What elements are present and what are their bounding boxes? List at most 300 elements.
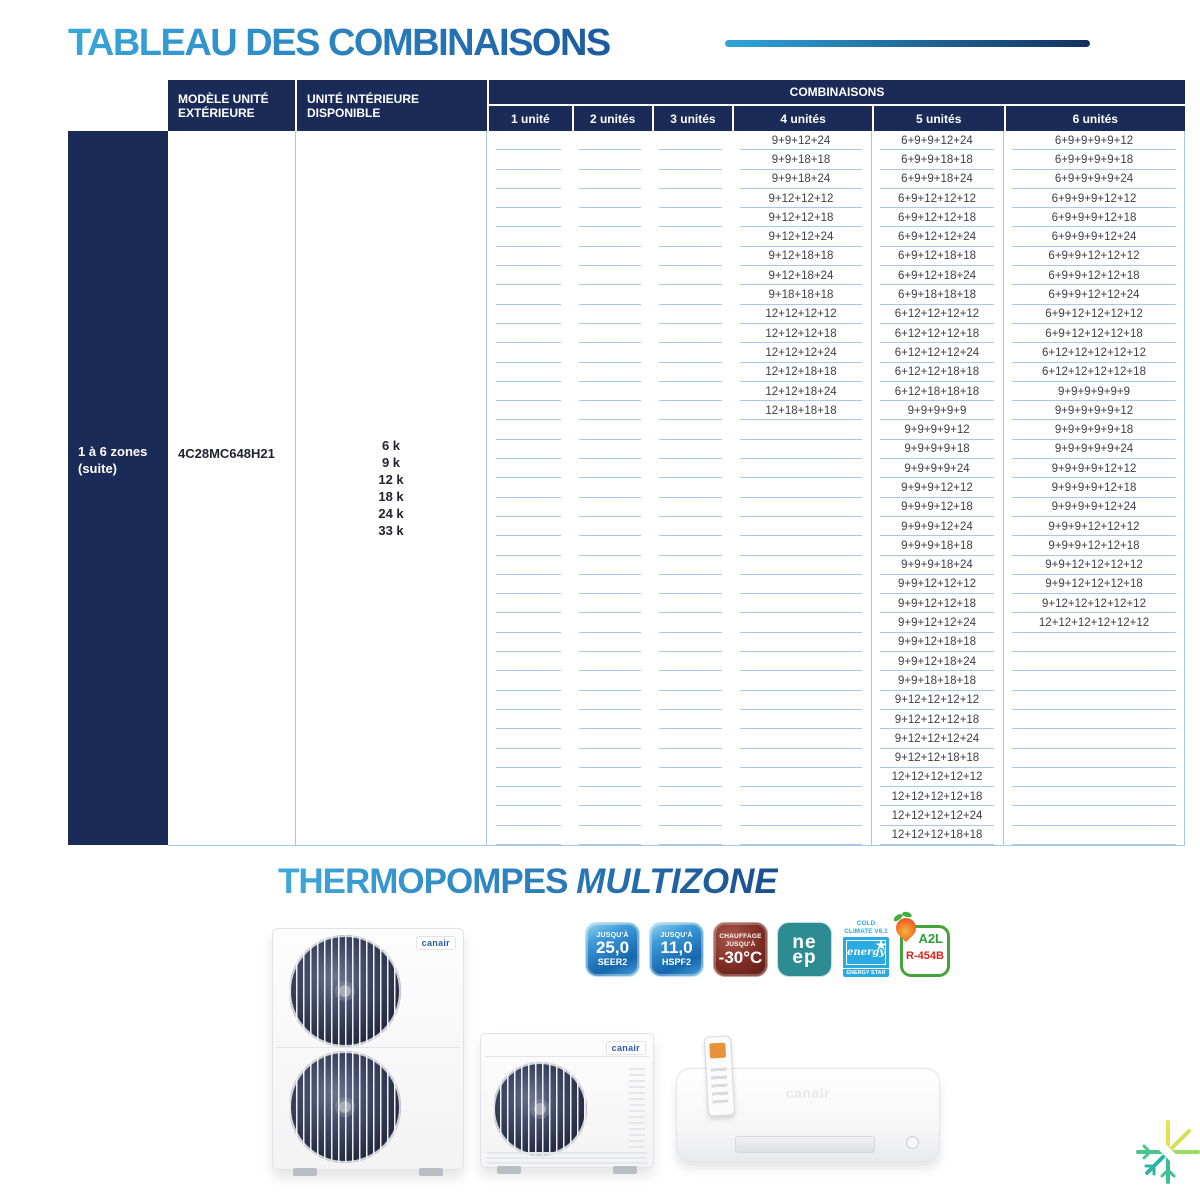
combo-cell: 6+9+12+12+12+18: [1003, 324, 1185, 343]
table-row: [487, 150, 1185, 169]
combo-cell: [570, 671, 650, 690]
combo-cell: [650, 363, 731, 382]
indoor-unit-size: 18 k: [378, 489, 404, 504]
heating-badge-value: -30°C: [718, 947, 763, 967]
model-number: 4C28MC648H21: [178, 446, 275, 461]
combo-cell: 9+12+12+12: [731, 189, 871, 208]
combo-cell: [731, 633, 871, 652]
combo-cell: 12+12+18+24: [731, 382, 871, 401]
table-row: [487, 710, 1185, 729]
combo-cell: [487, 131, 570, 150]
combo-cell: 6+9+18+18+18: [871, 285, 1003, 304]
header-4-units: 4 unités: [732, 106, 872, 131]
heating-badge-mid: JUSQU'À: [725, 940, 756, 948]
table-row: [487, 478, 1185, 497]
combo-cell: [650, 150, 731, 169]
table-row: [487, 401, 1185, 420]
combo-cell: 9+9+12+18+24: [871, 652, 1003, 671]
table-row: [487, 266, 1185, 285]
table-row: [487, 324, 1185, 343]
table-row: [487, 131, 1185, 150]
fan-grille: [289, 935, 401, 1047]
combo-cell: [650, 382, 731, 401]
combo-cell: [487, 478, 570, 497]
remote-buttons: [710, 1063, 728, 1104]
indoor-unit-size: 12 k: [378, 472, 404, 487]
combo-cell: [487, 652, 570, 671]
combo-cell: [731, 806, 871, 825]
combo-cell: [487, 498, 570, 517]
combo-cell: [1003, 729, 1185, 748]
combo-cell: [650, 787, 731, 806]
combo-cell: [570, 227, 650, 246]
combo-cell: 9+9+9+9+18: [871, 440, 1003, 459]
combo-cell: [650, 613, 731, 632]
unit-foot: [419, 1168, 443, 1176]
combo-cell: 9+9+9+9+9+24: [1003, 440, 1185, 459]
combo-cell: 6+9+12+12+12: [871, 189, 1003, 208]
cold-climate-line1: COLD: [856, 920, 876, 927]
indoor-unit-size: 24 k: [378, 506, 404, 521]
indoor-unit-size: 9 k: [381, 455, 401, 470]
combo-cell: [570, 150, 650, 169]
combo-cell: [650, 324, 731, 343]
hspf2-badge-value: 11,0: [660, 938, 693, 957]
combo-cell: [570, 806, 650, 825]
combo-cell: [570, 459, 650, 478]
combo-cell: 9+9+9+12+12: [871, 478, 1003, 497]
combo-cell: [570, 498, 650, 517]
combo-cell: [731, 478, 871, 497]
refrigerant-label: R-454B: [906, 950, 944, 962]
combo-cell: 9+9+9+18+24: [871, 556, 1003, 575]
combo-cell: [487, 768, 570, 787]
section-heading: [278, 862, 778, 902]
combo-cell: [487, 343, 570, 362]
table-row: [487, 691, 1185, 710]
combo-cell: 9+9+9+12+24: [871, 517, 1003, 536]
a2l-label: A2L: [918, 931, 943, 946]
seer2-badge-value: 25,0: [595, 938, 630, 957]
combo-cell: [487, 517, 570, 536]
combo-cell: 6+9+9+12+24: [871, 131, 1003, 150]
combo-cell: [570, 517, 650, 536]
table-bottom-border: [168, 845, 1185, 846]
seer2-badge: [585, 922, 640, 977]
combo-cell: [650, 575, 731, 594]
combo-cell: [570, 556, 650, 575]
table-row: [487, 536, 1185, 555]
combo-cell: 9+9+12+24: [731, 131, 871, 150]
combo-cell: [650, 343, 731, 362]
combo-cell: [1003, 826, 1185, 845]
table-row: [487, 285, 1185, 304]
combo-cell: 9+9+12+12+12: [871, 575, 1003, 594]
combo-cell: [570, 285, 650, 304]
combo-cell: [570, 729, 650, 748]
combo-cell: [487, 208, 570, 227]
combo-cell: 9+9+18+18: [731, 150, 871, 169]
combo-cell: [650, 305, 731, 324]
combo-cell: [731, 613, 871, 632]
combo-cell: 12+12+12+12+18: [871, 787, 1003, 806]
combo-cell: [731, 710, 871, 729]
bottom-vents: [487, 1152, 647, 1164]
model-column: [168, 131, 295, 845]
outdoor-unit-large-image: [272, 928, 464, 1170]
combo-cell: [570, 768, 650, 787]
combo-cell: [650, 691, 731, 710]
combo-cell: [487, 633, 570, 652]
unit-foot: [613, 1166, 637, 1174]
header-1-unit: 1 unité: [511, 111, 550, 126]
combo-cell: [570, 710, 650, 729]
combo-cell: [650, 266, 731, 285]
combo-cell: [487, 459, 570, 478]
combo-cell: [570, 189, 650, 208]
combo-cell: 9+9+9+9+9: [871, 401, 1003, 420]
unit-foot: [293, 1168, 317, 1176]
star-icon: [875, 939, 887, 951]
combo-cell: [570, 343, 650, 362]
combinations-rows: [487, 131, 1185, 845]
combo-cell: 9+9+9+12+12+12: [1003, 517, 1185, 536]
combo-cell: [487, 227, 570, 246]
table-row: [487, 343, 1185, 362]
combo-cell: 6+9+9+12+12+12: [1003, 247, 1185, 266]
hspf2-badge: [649, 922, 704, 977]
brand-watermark: canair: [785, 1085, 831, 1101]
combo-cell: [731, 826, 871, 845]
indoor-units-list: [378, 437, 403, 539]
header-3-units: 3 unités: [652, 106, 733, 131]
indoor-unit-size: 6 k: [381, 438, 401, 453]
combo-cell: [731, 749, 871, 768]
header-indoor-column: [295, 80, 487, 131]
combo-cell: [570, 691, 650, 710]
combo-cell: 12+12+12+12+12+12: [1003, 613, 1185, 632]
combo-cell: 12+18+18+18: [731, 401, 871, 420]
combo-cell: [570, 247, 650, 266]
table-row: [487, 556, 1185, 575]
combo-cell: [731, 729, 871, 748]
combo-cell: [487, 150, 570, 169]
low-temp-heating-badge: [713, 922, 768, 977]
combo-cell: [487, 729, 570, 748]
zone-sidebar: [68, 131, 168, 845]
section-heading-main: THERMOPOMPES: [278, 862, 568, 901]
title-rule: [725, 40, 1090, 47]
combo-cell: [1003, 749, 1185, 768]
combo-cell: [1003, 633, 1185, 652]
combinations-label: COMBINAISONS: [489, 80, 1185, 106]
table-row: [487, 189, 1185, 208]
combo-cell: [650, 652, 731, 671]
header-combinations: [487, 80, 1185, 131]
combo-cell: 9+9+9+9+9+18: [1003, 420, 1185, 439]
combo-cell: [487, 594, 570, 613]
combo-cell: 9+9+9+12+18: [871, 498, 1003, 517]
combo-cell: 9+9+18+18+18: [871, 671, 1003, 690]
energy-star-logo: [843, 937, 889, 977]
combo-cell: [570, 170, 650, 189]
header-model-column: [168, 80, 295, 131]
table-row: [487, 170, 1185, 189]
combo-cell: [570, 440, 650, 459]
combo-cell: 6+12+18+18+18: [871, 382, 1003, 401]
combo-cell: 9+18+18+18: [731, 285, 871, 304]
combo-cell: 6+9+9+9+12+24: [1003, 227, 1185, 246]
combo-cell: [487, 806, 570, 825]
combo-cell: 9+12+12+12+12: [871, 691, 1003, 710]
combo-cell: [650, 826, 731, 845]
combo-cell: [731, 594, 871, 613]
combo-cell: 6+9+12+18+24: [871, 266, 1003, 285]
table-row: [487, 613, 1185, 632]
combo-cell: [487, 613, 570, 632]
energy-star-label: ENERGY STAR: [843, 968, 889, 976]
header-model-line1: MODÈLE UNITÉ: [178, 91, 269, 106]
combo-cell: [487, 382, 570, 401]
combo-cell: [650, 440, 731, 459]
combo-cell: [1003, 710, 1185, 729]
combo-cell: 9+9+9+12+12+18: [1003, 536, 1185, 555]
table-row: [487, 594, 1185, 613]
combo-cell: 6+9+9+9+12+12: [1003, 189, 1185, 208]
combo-cell: [487, 440, 570, 459]
combo-cell: [731, 575, 871, 594]
header-2-units: 2 unités: [572, 106, 652, 131]
combo-cell: [487, 710, 570, 729]
combo-cell: [487, 247, 570, 266]
combo-cell: 6+9+12+12+18: [871, 208, 1003, 227]
zone-label: [78, 443, 147, 477]
combo-cell: [731, 498, 871, 517]
combo-cell: [650, 247, 731, 266]
combo-cell: [570, 208, 650, 227]
table-row: [487, 420, 1185, 439]
combo-cell: [487, 575, 570, 594]
table-row: [487, 459, 1185, 478]
combo-cell: [487, 285, 570, 304]
combo-cell: [570, 633, 650, 652]
table-row: [487, 787, 1185, 806]
combo-cell: 6+9+12+12+24: [871, 227, 1003, 246]
brand-logo: canair: [416, 936, 456, 950]
combo-cell: 12+12+12+12+12: [871, 768, 1003, 787]
indoor-units-column: [295, 131, 487, 845]
combo-cell: [731, 556, 871, 575]
energy-star-badge: [841, 920, 891, 977]
combo-cell: 12+12+12+18+18: [871, 826, 1003, 845]
combo-cell: 12+12+12+12+24: [871, 806, 1003, 825]
combo-cell: [570, 324, 650, 343]
combo-cell: [650, 536, 731, 555]
combo-cell: [487, 170, 570, 189]
heating-badge-top: CHAUFFAGE: [719, 932, 762, 940]
combo-cell: 9+12+18+24: [731, 266, 871, 285]
unit-foot: [497, 1166, 521, 1174]
neep-badge-line1: ne: [792, 931, 817, 953]
combo-cell: [487, 826, 570, 845]
combo-cell: 6+12+12+12+18: [871, 324, 1003, 343]
energy-script: energy: [846, 947, 886, 958]
header-indoor-line1: UNITÉ INTÉRIEURE: [307, 91, 420, 106]
combo-cell: [487, 671, 570, 690]
table-row: [487, 208, 1185, 227]
combo-cell: 12+12+12+18: [731, 324, 871, 343]
panel-divider: [485, 1056, 649, 1057]
combo-cell: 12+12+12+24: [731, 343, 871, 362]
table-row: [487, 749, 1185, 768]
table-row: [487, 363, 1185, 382]
combo-cell: 6+9+9+18+24: [871, 170, 1003, 189]
combo-cell: [1003, 768, 1185, 787]
table-row: [487, 440, 1185, 459]
combo-cell: 9+12+12+12+12+12: [1003, 594, 1185, 613]
combo-cell: 9+9+12+18+18: [871, 633, 1003, 652]
combo-cell: [487, 401, 570, 420]
page-title: TABLEAU DES COMBINAISONS: [68, 22, 610, 64]
combo-cell: 9+12+12+18: [731, 208, 871, 227]
combo-cell: [570, 266, 650, 285]
table-row: [487, 633, 1185, 652]
indoor-unit-size: 33 k: [378, 523, 404, 538]
combo-cell: [731, 517, 871, 536]
combo-cell: [487, 787, 570, 806]
table-row: [487, 247, 1185, 266]
combo-cell: [570, 363, 650, 382]
table-row: [487, 498, 1185, 517]
combo-cell: 9+12+18+18: [731, 247, 871, 266]
combo-cell: [1003, 652, 1185, 671]
combo-cell: 9+9+9+9+12+24: [1003, 498, 1185, 517]
unit-button: [906, 1136, 919, 1149]
combo-cell: 12+12+18+18: [731, 363, 871, 382]
header-6-units: 6 unités: [1004, 106, 1185, 131]
combo-cell: [650, 633, 731, 652]
table-row: [487, 826, 1185, 845]
combo-cell: [731, 787, 871, 806]
combo-cell: 6+9+9+9+9+18: [1003, 150, 1185, 169]
combo-cell: [487, 363, 570, 382]
combo-cell: [570, 401, 650, 420]
combo-cell: 6+12+12+12+12+12: [1003, 343, 1185, 362]
combo-cell: [487, 420, 570, 439]
combo-cell: 9+9+9+9+9+9: [1003, 382, 1185, 401]
combo-cell: [650, 806, 731, 825]
table-row: [487, 806, 1185, 825]
table-row: [487, 305, 1185, 324]
combo-cell: [731, 768, 871, 787]
seer2-badge-top: JUSQU'À: [596, 932, 629, 939]
table-row: [487, 652, 1185, 671]
combo-cell: 9+9+12+12+12+12: [1003, 556, 1185, 575]
combo-cell: [570, 575, 650, 594]
combo-cell: [1003, 671, 1185, 690]
zone-label-line2: (suite): [78, 461, 117, 476]
combo-cell: [487, 189, 570, 208]
fan-grille: [289, 1051, 401, 1163]
combo-cell: 6+9+9+9+9+24: [1003, 170, 1185, 189]
combo-cell: [731, 691, 871, 710]
combo-cell: 6+12+12+18+18: [871, 363, 1003, 382]
combo-cell: 6+9+9+12+12+18: [1003, 266, 1185, 285]
certification-badges: [585, 920, 950, 977]
combo-cell: [650, 170, 731, 189]
table-row: [487, 671, 1185, 690]
combo-cell: 9+9+9+18+18: [871, 536, 1003, 555]
neep-badge-line2: ep: [792, 946, 817, 968]
combo-cell: 9+9+18+24: [731, 170, 871, 189]
combo-cell: [650, 401, 731, 420]
combo-cell: [570, 749, 650, 768]
combo-cell: 6+9+9+9+9+12: [1003, 131, 1185, 150]
combo-cell: [570, 478, 650, 497]
combo-cell: [650, 729, 731, 748]
combo-cell: 9+9+9+9+24: [871, 459, 1003, 478]
combo-cell: [650, 420, 731, 439]
combo-cell: [570, 420, 650, 439]
combo-cell: [570, 131, 650, 150]
combo-cell: [731, 652, 871, 671]
combo-cell: [570, 826, 650, 845]
combo-cell: [570, 594, 650, 613]
combo-cell: [650, 710, 731, 729]
combo-cell: 9+9+9+9+12+12: [1003, 459, 1185, 478]
combo-cell: 9+9+12+12+24: [871, 613, 1003, 632]
combo-cell: [650, 517, 731, 536]
combo-cell: [650, 671, 731, 690]
combo-cell: [650, 749, 731, 768]
combo-cell: 9+12+12+24: [731, 227, 871, 246]
hspf2-badge-top: JUSQU'À: [660, 932, 693, 939]
combo-cell: [650, 208, 731, 227]
table-row: [487, 768, 1185, 787]
combo-cell: 6+9+12+12+12+12: [1003, 305, 1185, 324]
header-indoor-line2: DISPONIBLE: [307, 105, 381, 120]
seer2-badge-label: SEER2: [597, 957, 628, 967]
combo-cell: [650, 285, 731, 304]
combo-cell: [650, 498, 731, 517]
combo-cell: 9+12+12+12+18: [871, 710, 1003, 729]
combo-cell: 6+9+12+18+18: [871, 247, 1003, 266]
combo-cell: [650, 478, 731, 497]
combo-cell: 12+12+12+12: [731, 305, 871, 324]
table-row: [487, 575, 1185, 594]
combo-cell: 9+12+12+12+24: [871, 729, 1003, 748]
combo-cell: 6+9+9+9+12+18: [1003, 208, 1185, 227]
zone-label-line1: 1 à 6 zones: [78, 444, 148, 459]
side-vents: [629, 1064, 645, 1148]
panel-divider: [277, 1047, 459, 1048]
combo-cell: [487, 556, 570, 575]
combo-cell: [570, 305, 650, 324]
cold-climate-line2: CLIMATE V6.1: [844, 927, 888, 935]
outdoor-unit-small-image: [480, 1033, 654, 1168]
hspf2-badge-label: HSPF2: [661, 957, 691, 967]
combo-cell: [650, 227, 731, 246]
air-flap: [735, 1136, 875, 1153]
combo-cell: [570, 652, 650, 671]
combo-cell: [1003, 806, 1185, 825]
combo-cell: [650, 131, 731, 150]
combo-cell: [731, 671, 871, 690]
header-subcolumns: [489, 106, 1185, 131]
combo-cell: [650, 189, 731, 208]
combo-cell: [487, 749, 570, 768]
neep-badge: [777, 922, 832, 977]
